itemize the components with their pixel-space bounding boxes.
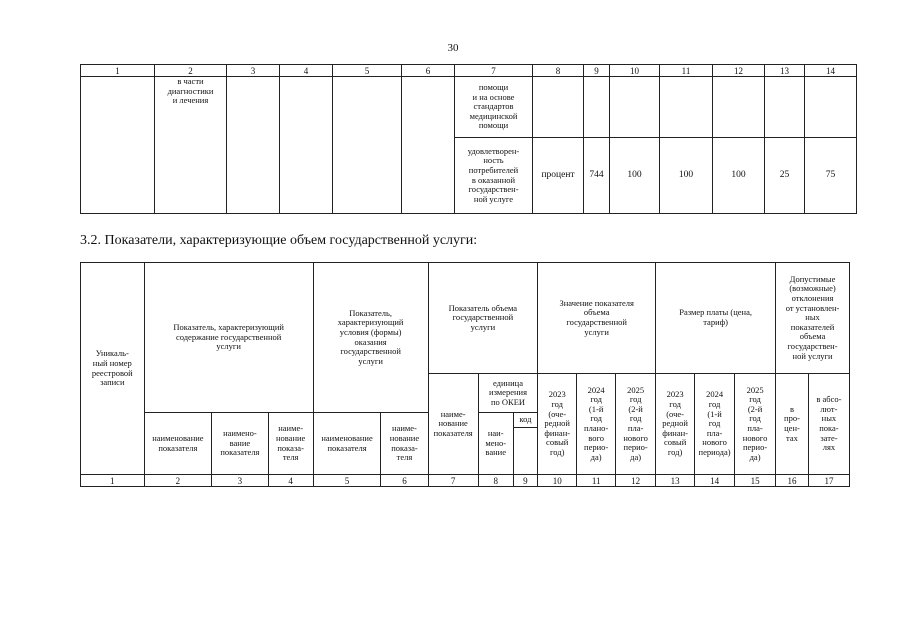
table-cell bbox=[402, 77, 455, 214]
table-cell: в части диагностики и лечения bbox=[155, 77, 227, 214]
indicator-name-header: наиме- нование показателя bbox=[428, 374, 478, 475]
col-number: 10 bbox=[538, 475, 577, 487]
unit-code-header: код bbox=[513, 413, 538, 428]
col-number: 15 bbox=[735, 475, 776, 487]
volume-indicators-table bbox=[80, 262, 850, 487]
col-number: 13 bbox=[656, 475, 695, 487]
col-number: 7 bbox=[455, 65, 533, 77]
col-number: 6 bbox=[402, 65, 455, 77]
conditions-name-1-header: наименование показателя bbox=[313, 413, 381, 475]
table-cell bbox=[660, 77, 713, 138]
col-number: 3 bbox=[212, 475, 268, 487]
table-cell: удовлетворен- ность потребителей в оказанной государствен- ной услуге bbox=[455, 138, 533, 214]
top-table bbox=[80, 64, 857, 214]
table-cell: 100 bbox=[660, 138, 713, 214]
table-cell bbox=[610, 77, 660, 138]
year-2023-header: 2023 год (оче- редной финан- совый год) bbox=[538, 374, 577, 475]
table-cell bbox=[713, 77, 765, 138]
col-number: 8 bbox=[533, 65, 584, 77]
col-number: 1 bbox=[81, 65, 155, 77]
col-number: 14 bbox=[695, 475, 735, 487]
table-cell: процент bbox=[533, 138, 584, 214]
table-cell: 75 bbox=[805, 138, 857, 214]
table-cell: 744 bbox=[584, 138, 610, 214]
col-number: 4 bbox=[280, 65, 333, 77]
col-number: 11 bbox=[660, 65, 713, 77]
volume-value-header: Значение показателя объема государственной услуги bbox=[538, 263, 656, 374]
col-number: 5 bbox=[333, 65, 402, 77]
col-number: 14 bbox=[805, 65, 857, 77]
col-number: 9 bbox=[513, 475, 538, 487]
conditions-name-2-header: наиме- нование показа- теля bbox=[381, 413, 428, 475]
col-number: 4 bbox=[268, 475, 313, 487]
col-number: 13 bbox=[765, 65, 805, 77]
col-number: 7 bbox=[428, 475, 478, 487]
table-cell bbox=[227, 77, 280, 214]
content-name-3-header: наиме- нование показа- теля bbox=[268, 413, 313, 475]
year-2025-header: 2025 год (2-й год пла- нового перио- да) bbox=[616, 374, 656, 475]
col-number: 3 bbox=[227, 65, 280, 77]
fee-year-2023-header: 2023 год (оче- редной финан- совый год) bbox=[656, 374, 695, 475]
unit-name-header: наи- мено- вание bbox=[478, 413, 513, 475]
deviation-header: Допустимые (возможные) отклонения от установлен- ных показателей объема государствен- ной услуги bbox=[776, 263, 850, 374]
page-number: 30 bbox=[447, 42, 459, 54]
col-number: 6 bbox=[381, 475, 428, 487]
col-number: 12 bbox=[616, 475, 656, 487]
table-cell bbox=[81, 77, 155, 214]
col-number: 1 bbox=[81, 475, 145, 487]
col-number: 2 bbox=[144, 475, 212, 487]
col-number: 12 bbox=[713, 65, 765, 77]
col-number: 8 bbox=[478, 475, 513, 487]
table-cell bbox=[333, 77, 402, 214]
fee-year-2024-header: 2024 год (1-й год пла- нового периода) bbox=[695, 374, 735, 475]
section-title: 3.2. Показатели, характеризующие объем государственной услуги: bbox=[80, 233, 478, 248]
table-cell bbox=[805, 77, 857, 138]
unit-code-blank-cell bbox=[513, 428, 538, 475]
percent-header: в про- цен- тах bbox=[776, 374, 809, 475]
fee-year-2025-header: 2025 год (2-й год пла- нового перио- да) bbox=[735, 374, 776, 475]
unit-header: единица измерения по ОКЕИ bbox=[478, 374, 537, 413]
fee-header: Размер платы (цена, тариф) bbox=[656, 263, 776, 374]
col-number: 11 bbox=[577, 475, 616, 487]
col-number: 17 bbox=[808, 475, 849, 487]
registry-number-header: Уникаль- ный номер реестровой записи bbox=[81, 263, 145, 475]
col-number: 9 bbox=[584, 65, 610, 77]
table-row bbox=[81, 77, 857, 138]
table-cell: 100 bbox=[713, 138, 765, 214]
table-cell: 100 bbox=[610, 138, 660, 214]
table-cell: помощи и на основе стандартов медицинской помощи bbox=[455, 77, 533, 138]
volume-indicator-header: Показатель объема государственной услуги bbox=[428, 263, 538, 374]
table-cell bbox=[280, 77, 333, 214]
col-number: 16 bbox=[776, 475, 809, 487]
table-cell: 25 bbox=[765, 138, 805, 214]
year-2024-header: 2024 год (1-й год плано- вого перио- да) bbox=[577, 374, 616, 475]
content-name-2-header: наимено- вание показателя bbox=[212, 413, 268, 475]
content-indicator-header: Показатель, характеризующий содержание государственной услуги bbox=[144, 263, 313, 413]
col-number: 2 bbox=[155, 65, 227, 77]
table-cell bbox=[533, 77, 584, 138]
table-cell bbox=[765, 77, 805, 138]
top-table-number-row bbox=[81, 65, 857, 77]
col-number: 10 bbox=[610, 65, 660, 77]
absolute-header: в абсо- лют- ных пока- зате- лях bbox=[808, 374, 849, 475]
conditions-indicator-header: Показатель, характеризующий условия (формы) оказания государственной услуги bbox=[313, 263, 428, 413]
col-number: 5 bbox=[313, 475, 381, 487]
content-name-1-header: наименование показателя bbox=[144, 413, 212, 475]
table-cell bbox=[584, 77, 610, 138]
bottom-table-number-row bbox=[81, 475, 850, 487]
